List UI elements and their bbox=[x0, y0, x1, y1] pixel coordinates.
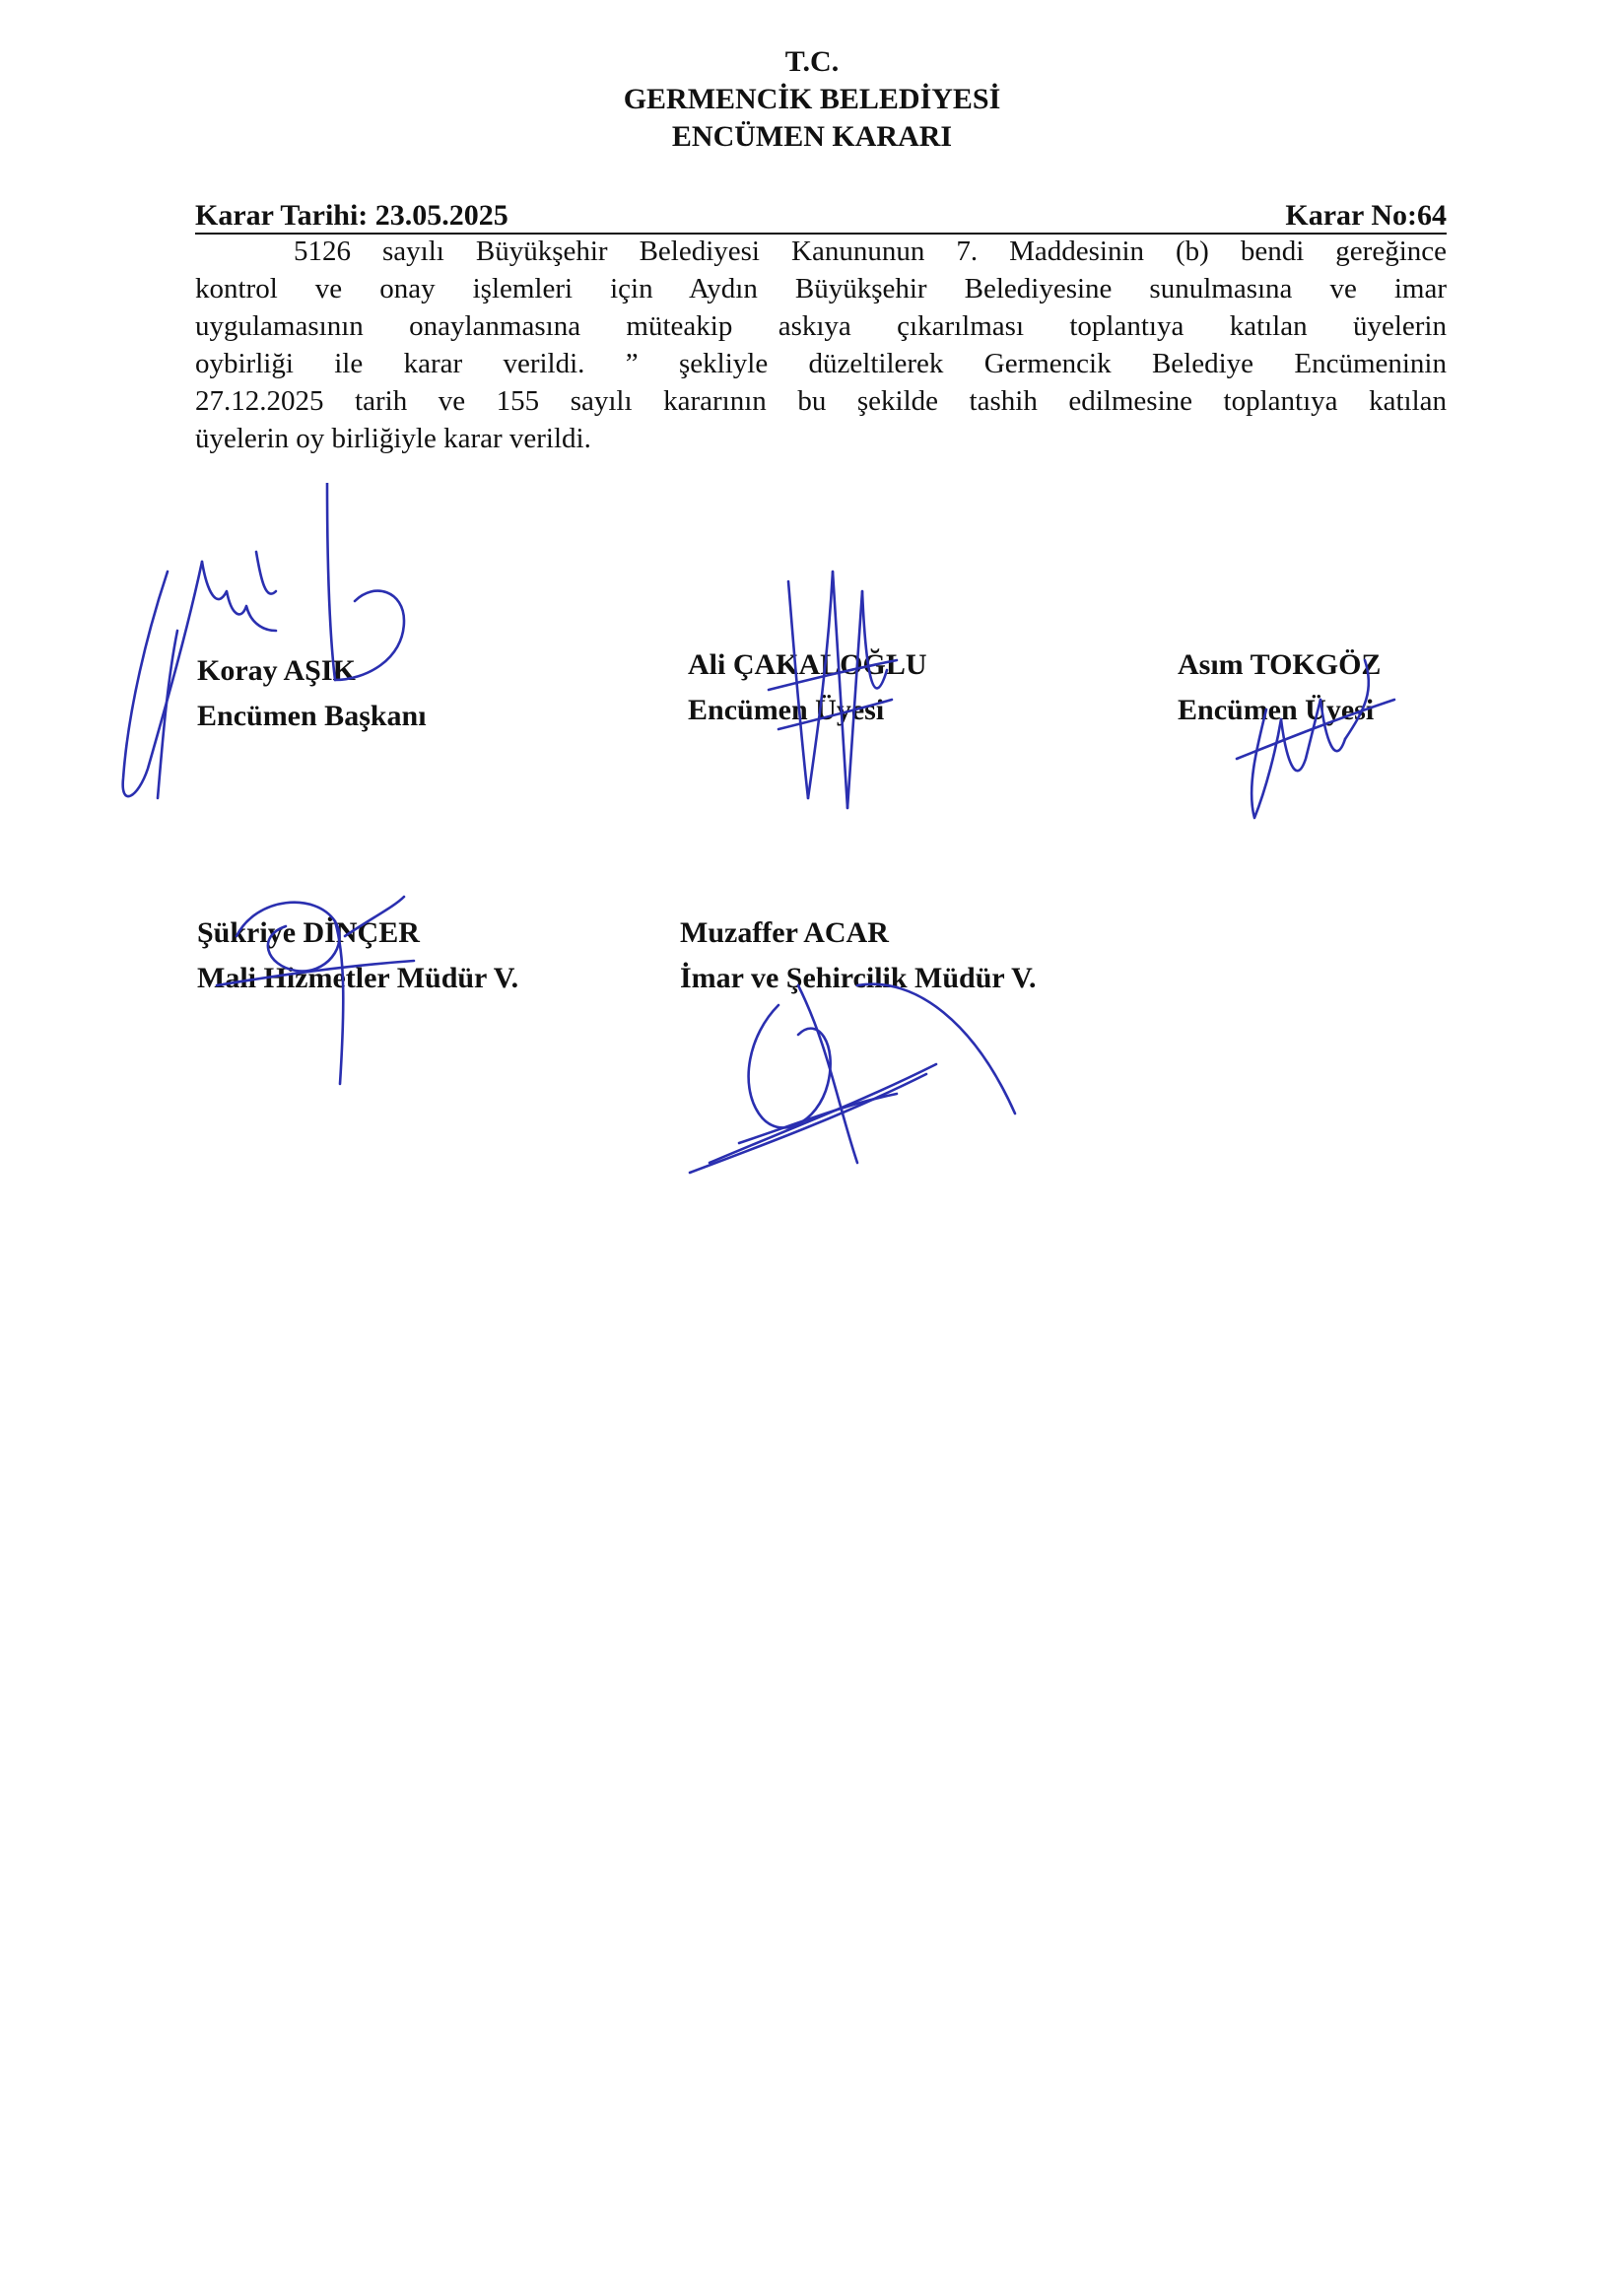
header-tc: T.C. bbox=[784, 45, 840, 78]
signatory-chairman bbox=[197, 648, 427, 739]
header-municipality: GERMENCİK BELEDİYESİ bbox=[623, 83, 1001, 115]
signatory-name: Şükriye DİNÇER bbox=[197, 916, 420, 949]
signatory-zoning bbox=[680, 911, 1036, 1001]
signatory-name: Asım TOKGÖZ bbox=[1178, 648, 1382, 681]
decision-meta-row bbox=[195, 199, 1447, 235]
signatory-member-2 bbox=[1178, 642, 1381, 733]
body-line: uygulamasının onaylanmasına müteakip askıya çıkarılması toplantıya katılan üyelerin bbox=[195, 310, 1447, 342]
signatory-member-1 bbox=[688, 642, 927, 733]
signatory-title: Encümen Üyesi bbox=[1178, 694, 1375, 726]
body-line: 5126 sayılı Büyükşehir Belediyesi Kanununun 7. Maddesinin (b) bendi gereğince bbox=[294, 236, 1447, 267]
header-document-type: ENCÜMEN KARARI bbox=[671, 120, 953, 153]
signatory-title: Mali Hizmetler Müdür V. bbox=[197, 962, 519, 994]
body-line: kontrol ve onay işlemleri için Aydın Büyükşehir Belediyesine sunulmasına ve imar bbox=[195, 273, 1447, 304]
signatory-name: Ali ÇAKALOĞLU bbox=[688, 648, 927, 681]
body-line: 27.12.2025 tarih ve 155 sayılı kararının bu şekilde tashih edilmesine toplantıya katılan bbox=[195, 385, 1447, 417]
decision-number: Karar No:64 bbox=[1285, 199, 1447, 232]
signatory-name: Muzaffer ACAR bbox=[680, 916, 889, 949]
signatory-title: Encümen Üyesi bbox=[688, 694, 885, 726]
body-line: üyelerin oy birliğiyle karar verildi. bbox=[195, 423, 591, 454]
signatory-finance bbox=[197, 911, 518, 1001]
body-line: oybirliği ile karar verildi. ” şekliyle düzeltilerek Germencik Belediye Encümeninin bbox=[195, 348, 1447, 379]
decision-date: Karar Tarihi: 23.05.2025 bbox=[195, 199, 508, 232]
signatory-title: İmar ve Şehircilik Müdür V. bbox=[680, 962, 1037, 994]
document-header bbox=[0, 43, 1624, 156]
signatory-title: Encümen Başkanı bbox=[197, 700, 427, 732]
signatory-name: Koray AŞIK bbox=[197, 654, 356, 687]
decision-body bbox=[195, 233, 1447, 457]
